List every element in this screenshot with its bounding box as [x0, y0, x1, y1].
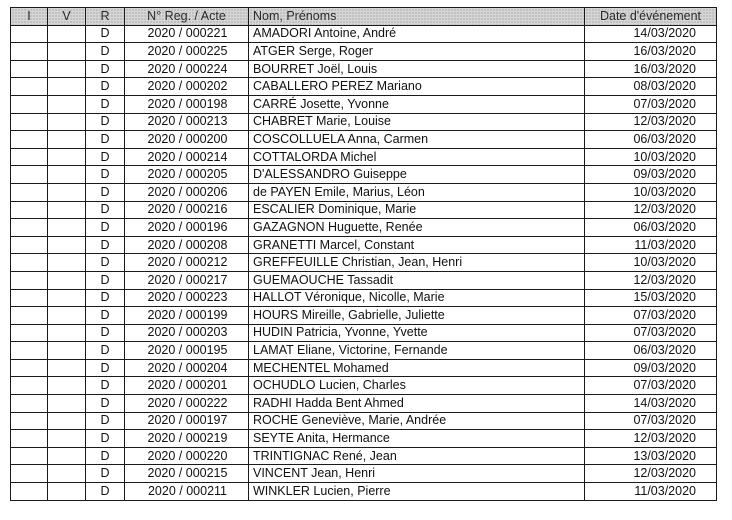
cell-v	[48, 201, 86, 219]
cell-name: WINKLER Lucien, Pierre	[249, 483, 585, 501]
cell-name: de PAYEN Emile, Marius, Léon	[249, 183, 585, 201]
cell-reg-acte: 2020 / 000212	[125, 254, 249, 272]
cell-reg-acte: 2020 / 000203	[125, 324, 249, 342]
cell-reg-acte: 2020 / 000222	[125, 395, 249, 413]
cell-event-date: 13/03/2020	[585, 447, 717, 465]
cell-v	[48, 254, 86, 272]
cell-name: RADHI Hadda Bent Ahmed	[249, 395, 585, 413]
cell-name: ROCHE Geneviève, Marie, Andrée	[249, 412, 585, 430]
cell-r: D	[86, 412, 125, 430]
cell-event-date: 15/03/2020	[585, 289, 717, 307]
cell-event-date: 07/03/2020	[585, 307, 717, 325]
table-row[interactable]	[11, 483, 717, 501]
cell-i	[11, 95, 48, 113]
cell-event-date: 11/03/2020	[585, 483, 717, 501]
cell-i	[11, 271, 48, 289]
cell-v	[48, 430, 86, 448]
cell-name: COTTALORDA Michel	[249, 148, 585, 166]
cell-reg-acte: 2020 / 000205	[125, 166, 249, 184]
cell-name: COSCOLLUELA Anna, Carmen	[249, 131, 585, 149]
cell-name: CARRÉ Josette, Yvonne	[249, 95, 585, 113]
table-row[interactable]	[11, 43, 717, 61]
cell-name: HALLOT Véronique, Nicolle, Marie	[249, 289, 585, 307]
cell-v	[48, 307, 86, 325]
cell-event-date: 07/03/2020	[585, 412, 717, 430]
cell-name: SEYTE Anita, Hermance	[249, 430, 585, 448]
cell-name: ESCALIER Dominique, Marie	[249, 201, 585, 219]
cell-i	[11, 131, 48, 149]
cell-name: CABALLERO PEREZ Mariano	[249, 78, 585, 96]
cell-event-date: 12/03/2020	[585, 465, 717, 483]
cell-r: D	[86, 78, 125, 96]
cell-name: OCHUDLO Lucien, Charles	[249, 377, 585, 395]
cell-v	[48, 95, 86, 113]
cell-reg-acte: 2020 / 000215	[125, 465, 249, 483]
table-row[interactable]	[11, 95, 717, 113]
cell-v	[48, 43, 86, 61]
cell-v	[48, 60, 86, 78]
cell-reg-acte: 2020 / 000204	[125, 359, 249, 377]
cell-i	[11, 412, 48, 430]
cell-event-date: 06/03/2020	[585, 219, 717, 237]
death-registry-table	[10, 7, 717, 501]
column-header-r[interactable]: R	[86, 8, 125, 26]
table-row[interactable]	[11, 25, 717, 43]
cell-i	[11, 201, 48, 219]
cell-i	[11, 324, 48, 342]
cell-i	[11, 465, 48, 483]
cell-name: HUDIN Patricia, Yvonne, Yvette	[249, 324, 585, 342]
table-row[interactable]	[11, 342, 717, 360]
table-row[interactable]	[11, 236, 717, 254]
table-row[interactable]	[11, 271, 717, 289]
cell-v	[48, 447, 86, 465]
cell-reg-acte: 2020 / 000202	[125, 78, 249, 96]
cell-v	[48, 166, 86, 184]
cell-name: MECHENTEL Mohamed	[249, 359, 585, 377]
cell-reg-acte: 2020 / 000216	[125, 201, 249, 219]
cell-reg-acte: 2020 / 000206	[125, 183, 249, 201]
cell-reg-acte: 2020 / 000220	[125, 447, 249, 465]
table-row[interactable]	[11, 359, 717, 377]
cell-r: D	[86, 236, 125, 254]
table-row[interactable]	[11, 430, 717, 448]
table-header-row	[11, 8, 717, 26]
cell-i	[11, 78, 48, 96]
cell-name: HOURS Mireille, Gabrielle, Juliette	[249, 307, 585, 325]
cell-v	[48, 271, 86, 289]
cell-reg-acte: 2020 / 000219	[125, 430, 249, 448]
table-row[interactable]	[11, 395, 717, 413]
cell-v	[48, 359, 86, 377]
cell-reg-acte: 2020 / 000224	[125, 60, 249, 78]
cell-event-date: 09/03/2020	[585, 359, 717, 377]
cell-v	[48, 236, 86, 254]
cell-r: D	[86, 113, 125, 131]
table-row[interactable]	[11, 219, 717, 237]
cell-r: D	[86, 430, 125, 448]
cell-name: CHABRET Marie, Louise	[249, 113, 585, 131]
cell-i	[11, 236, 48, 254]
cell-i	[11, 113, 48, 131]
cell-i	[11, 359, 48, 377]
cell-i	[11, 25, 48, 43]
cell-r: D	[86, 395, 125, 413]
cell-i	[11, 342, 48, 360]
cell-r: D	[86, 483, 125, 501]
cell-i	[11, 166, 48, 184]
cell-reg-acte: 2020 / 000198	[125, 95, 249, 113]
table-row[interactable]	[11, 60, 717, 78]
cell-i	[11, 148, 48, 166]
cell-r: D	[86, 219, 125, 237]
column-header-event-date[interactable]: Date d'événement	[585, 8, 717, 26]
cell-v	[48, 289, 86, 307]
cell-event-date: 06/03/2020	[585, 342, 717, 360]
table-row[interactable]	[11, 377, 717, 395]
cell-r: D	[86, 183, 125, 201]
cell-name: VINCENT Jean, Henri	[249, 465, 585, 483]
cell-reg-acte: 2020 / 000197	[125, 412, 249, 430]
cell-r: D	[86, 43, 125, 61]
cell-i	[11, 183, 48, 201]
cell-v	[48, 113, 86, 131]
cell-i	[11, 395, 48, 413]
cell-r: D	[86, 342, 125, 360]
cell-event-date: 14/03/2020	[585, 25, 717, 43]
cell-name: AMADORI Antoine, André	[249, 25, 585, 43]
table-row[interactable]	[11, 166, 717, 184]
cell-event-date: 10/03/2020	[585, 254, 717, 272]
cell-event-date: 12/03/2020	[585, 430, 717, 448]
cell-r: D	[86, 166, 125, 184]
cell-reg-acte: 2020 / 000195	[125, 342, 249, 360]
cell-name: GUEMAOUCHE Tassadit	[249, 271, 585, 289]
cell-i	[11, 60, 48, 78]
cell-reg-acte: 2020 / 000211	[125, 483, 249, 501]
cell-v	[48, 465, 86, 483]
table-row[interactable]	[11, 289, 717, 307]
cell-name: TRINTIGNAC René, Jean	[249, 447, 585, 465]
cell-event-date: 12/03/2020	[585, 113, 717, 131]
table-row[interactable]	[11, 412, 717, 430]
cell-reg-acte: 2020 / 000214	[125, 148, 249, 166]
cell-r: D	[86, 25, 125, 43]
cell-event-date: 09/03/2020	[585, 166, 717, 184]
cell-r: D	[86, 307, 125, 325]
cell-name: ATGER Serge, Roger	[249, 43, 585, 61]
cell-r: D	[86, 289, 125, 307]
column-header-name[interactable]: Nom, Prénoms	[249, 8, 585, 26]
table-row[interactable]	[11, 465, 717, 483]
column-header-reg-acte[interactable]: N° Reg. / Acte	[125, 8, 249, 26]
cell-i	[11, 447, 48, 465]
cell-event-date: 08/03/2020	[585, 78, 717, 96]
cell-event-date: 12/03/2020	[585, 201, 717, 219]
table-row[interactable]	[11, 148, 717, 166]
cell-name: GRANETTI Marcel, Constant	[249, 236, 585, 254]
cell-i	[11, 289, 48, 307]
table-row[interactable]	[11, 113, 717, 131]
cell-name: GREFFEUILLE Christian, Jean, Henri	[249, 254, 585, 272]
cell-reg-acte: 2020 / 000196	[125, 219, 249, 237]
cell-r: D	[86, 131, 125, 149]
cell-v	[48, 412, 86, 430]
cell-reg-acte: 2020 / 000199	[125, 307, 249, 325]
cell-event-date: 12/03/2020	[585, 271, 717, 289]
cell-r: D	[86, 254, 125, 272]
cell-reg-acte: 2020 / 000213	[125, 113, 249, 131]
table-body	[11, 25, 717, 500]
cell-i	[11, 483, 48, 501]
cell-reg-acte: 2020 / 000225	[125, 43, 249, 61]
cell-reg-acte: 2020 / 000223	[125, 289, 249, 307]
cell-v	[48, 148, 86, 166]
cell-r: D	[86, 377, 125, 395]
cell-reg-acte: 2020 / 000221	[125, 25, 249, 43]
cell-event-date: 07/03/2020	[585, 324, 717, 342]
cell-r: D	[86, 359, 125, 377]
cell-r: D	[86, 95, 125, 113]
cell-name: GAZAGNON Huguette, Renée	[249, 219, 585, 237]
cell-reg-acte: 2020 / 000201	[125, 377, 249, 395]
cell-v	[48, 131, 86, 149]
cell-event-date: 16/03/2020	[585, 43, 717, 61]
cell-event-date: 10/03/2020	[585, 183, 717, 201]
cell-event-date: 07/03/2020	[585, 377, 717, 395]
table-row[interactable]	[11, 78, 717, 96]
cell-event-date: 10/03/2020	[585, 148, 717, 166]
table-row[interactable]	[11, 183, 717, 201]
cell-name: BOURRET Joël, Louis	[249, 60, 585, 78]
cell-r: D	[86, 60, 125, 78]
cell-name: D'ALESSANDRO Guiseppe	[249, 166, 585, 184]
cell-i	[11, 43, 48, 61]
table-row[interactable]	[11, 447, 717, 465]
column-header-v[interactable]: V	[48, 8, 86, 26]
cell-v	[48, 483, 86, 501]
cell-v	[48, 219, 86, 237]
cell-event-date: 11/03/2020	[585, 236, 717, 254]
table-row[interactable]	[11, 131, 717, 149]
cell-v	[48, 324, 86, 342]
cell-event-date: 16/03/2020	[585, 60, 717, 78]
cell-r: D	[86, 201, 125, 219]
cell-reg-acte: 2020 / 000200	[125, 131, 249, 149]
cell-r: D	[86, 447, 125, 465]
cell-i	[11, 430, 48, 448]
cell-reg-acte: 2020 / 000208	[125, 236, 249, 254]
cell-name: LAMAT Eliane, Victorine, Fernande	[249, 342, 585, 360]
cell-i	[11, 377, 48, 395]
cell-event-date: 06/03/2020	[585, 131, 717, 149]
cell-v	[48, 377, 86, 395]
cell-v	[48, 78, 86, 96]
table-row[interactable]	[11, 324, 717, 342]
cell-r: D	[86, 271, 125, 289]
cell-v	[48, 342, 86, 360]
cell-event-date: 07/03/2020	[585, 95, 717, 113]
cell-r: D	[86, 324, 125, 342]
table-row[interactable]	[11, 307, 717, 325]
cell-i	[11, 219, 48, 237]
cell-v	[48, 395, 86, 413]
cell-event-date: 14/03/2020	[585, 395, 717, 413]
cell-r: D	[86, 148, 125, 166]
column-header-i[interactable]: I	[11, 8, 48, 26]
cell-i	[11, 307, 48, 325]
cell-i	[11, 254, 48, 272]
cell-v	[48, 25, 86, 43]
cell-reg-acte: 2020 / 000217	[125, 271, 249, 289]
cell-r: D	[86, 465, 125, 483]
cell-v	[48, 183, 86, 201]
table-row[interactable]	[11, 254, 717, 272]
table-row[interactable]	[11, 201, 717, 219]
